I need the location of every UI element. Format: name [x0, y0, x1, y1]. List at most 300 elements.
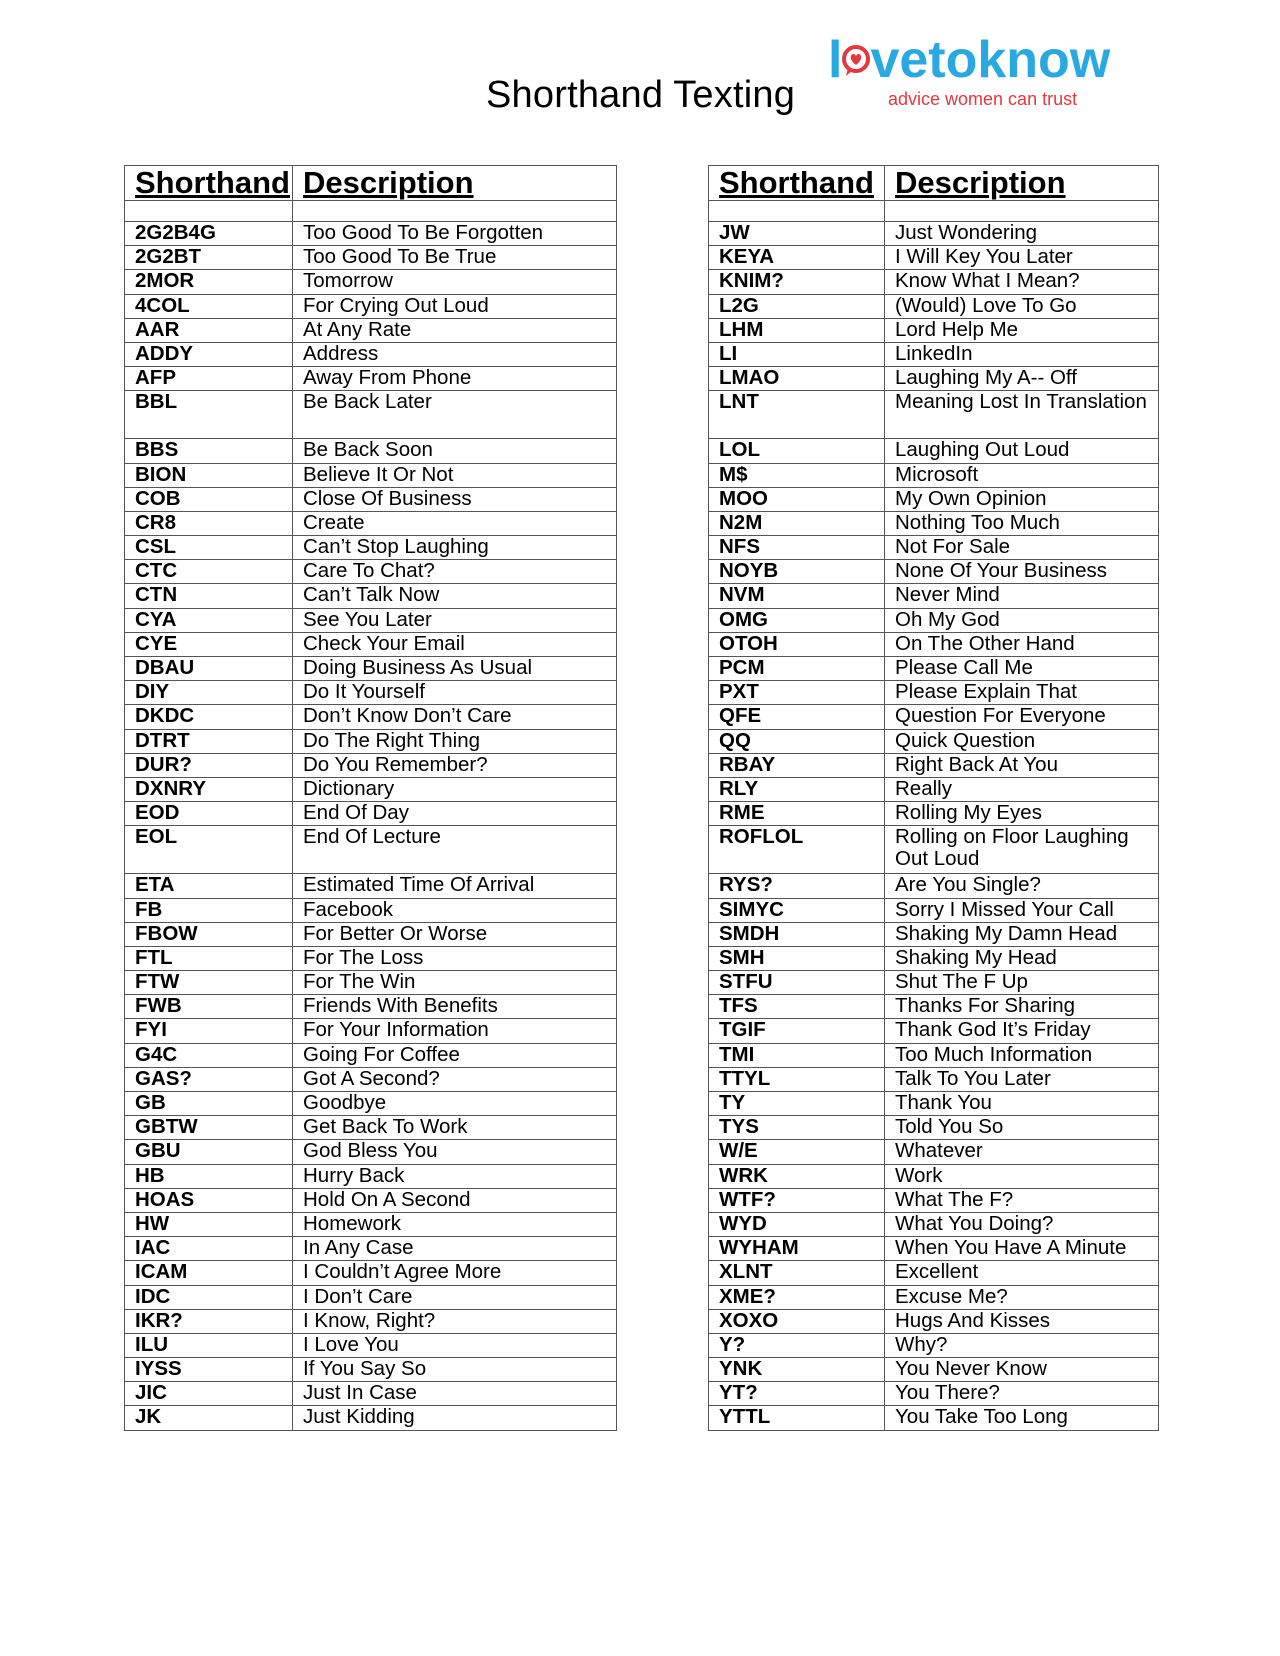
shorthand-cell: PCM	[709, 657, 885, 681]
table-row	[125, 922, 617, 946]
shorthand-cell: KEYA	[709, 246, 885, 270]
table-row	[709, 1382, 1159, 1406]
shorthand-cell: OTOH	[709, 632, 885, 656]
shorthand-cell: ETA	[125, 874, 293, 898]
table-row	[709, 1164, 1159, 1188]
shorthand-cell: W/E	[709, 1140, 885, 1164]
description-cell: Can’t Stop Laughing	[293, 536, 617, 560]
description-cell: Get Back To Work	[293, 1116, 617, 1140]
table-row	[709, 367, 1159, 391]
description-cell: Meaning Lost In Translation	[885, 391, 1159, 439]
description-cell: Just Wondering	[885, 222, 1159, 246]
description-cell: What You Doing?	[885, 1212, 1159, 1236]
description-cell: Facebook	[293, 898, 617, 922]
table-row	[125, 705, 617, 729]
shorthand-cell: CR8	[125, 511, 293, 535]
description-cell: Shaking My Damn Head	[885, 922, 1159, 946]
description-cell: Going For Coffee	[293, 1043, 617, 1067]
table-row	[709, 511, 1159, 535]
shorthand-cell: LI	[709, 342, 885, 366]
shorthand-cell: DTRT	[125, 729, 293, 753]
table-row	[125, 946, 617, 970]
description-cell: End Of Day	[293, 802, 617, 826]
description-cell: Hugs And Kisses	[885, 1309, 1159, 1333]
table-row	[125, 1212, 617, 1236]
shorthand-cell: SMH	[709, 946, 885, 970]
description-cell: Really	[885, 777, 1159, 801]
shorthand-cell: TFS	[709, 995, 885, 1019]
description-cell: Work	[885, 1164, 1159, 1188]
description-cell: Got A Second?	[293, 1067, 617, 1091]
table-row	[125, 1382, 617, 1406]
table-row	[125, 1358, 617, 1382]
table-row	[709, 705, 1159, 729]
shorthand-cell: CTC	[125, 560, 293, 584]
shorthand-cell: GB	[125, 1092, 293, 1116]
description-cell: My Own Opinion	[885, 487, 1159, 511]
table-row	[709, 1237, 1159, 1261]
table-row	[125, 632, 617, 656]
table-body	[709, 201, 1159, 1431]
shorthand-cell: YNK	[709, 1358, 885, 1382]
table-row	[709, 1043, 1159, 1067]
table-row	[125, 1309, 617, 1333]
description-cell: At Any Rate	[293, 318, 617, 342]
table-row	[125, 1188, 617, 1212]
description-cell: Estimated Time Of Arrival	[293, 874, 617, 898]
shorthand-table-left	[124, 165, 617, 1431]
shorthand-cell: TY	[709, 1092, 885, 1116]
description-cell: Just Kidding	[293, 1406, 617, 1430]
shorthand-cell: WYD	[709, 1212, 885, 1236]
table-row	[125, 1261, 617, 1285]
description-cell: In Any Case	[293, 1237, 617, 1261]
shorthand-cell: QFE	[709, 705, 885, 729]
table-row	[125, 802, 617, 826]
table-row	[709, 318, 1159, 342]
shorthand-cell: 4COL	[125, 294, 293, 318]
description-cell: Nothing Too Much	[885, 511, 1159, 535]
shorthand-cell: STFU	[709, 971, 885, 995]
table-row	[125, 391, 617, 439]
shorthand-cell: ILU	[125, 1333, 293, 1357]
description-cell: Just In Case	[293, 1382, 617, 1406]
table-row	[125, 246, 617, 270]
table-row	[709, 1309, 1159, 1333]
table-row	[709, 681, 1159, 705]
table-body	[125, 201, 617, 1431]
shorthand-cell: G4C	[125, 1043, 293, 1067]
description-cell: End Of Lecture	[293, 826, 617, 874]
table-row	[125, 463, 617, 487]
description-cell: Rolling My Eyes	[885, 802, 1159, 826]
description-cell: Quick Question	[885, 729, 1159, 753]
description-cell: Lord Help Me	[885, 318, 1159, 342]
shorthand-cell: IYSS	[125, 1358, 293, 1382]
shorthand-cell: ROFLOL	[709, 826, 885, 874]
description-cell: Care To Chat?	[293, 560, 617, 584]
shorthand-cell: FTW	[125, 971, 293, 995]
table-row	[709, 1261, 1159, 1285]
table-row	[125, 753, 617, 777]
shorthand-cell: WTF?	[709, 1188, 885, 1212]
shorthand-cell: DBAU	[125, 657, 293, 681]
table-row	[125, 681, 617, 705]
description-cell: Why?	[885, 1333, 1159, 1357]
description-cell: For Better Or Worse	[293, 922, 617, 946]
blank-row	[125, 201, 617, 222]
shorthand-cell: DXNRY	[125, 777, 293, 801]
description-cell: When You Have A Minute	[885, 1237, 1159, 1261]
shorthand-cell: N2M	[709, 511, 885, 535]
shorthand-cell: JW	[709, 222, 885, 246]
description-cell: I Couldn’t Agree More	[293, 1261, 617, 1285]
table-row	[125, 511, 617, 535]
logo-tagline: advice women can trust	[888, 89, 1078, 109]
lovetoknow-logo[interactable]	[828, 31, 1158, 112]
table-row	[709, 874, 1159, 898]
table-row	[709, 946, 1159, 970]
shorthand-cell: QQ	[709, 729, 885, 753]
description-cell: Away From Phone	[293, 367, 617, 391]
description-cell: Question For Everyone	[885, 705, 1159, 729]
table-row	[125, 318, 617, 342]
description-cell: Please Explain That	[885, 681, 1159, 705]
table-row	[125, 898, 617, 922]
shorthand-cell: PXT	[709, 681, 885, 705]
description-cell: Oh My God	[885, 608, 1159, 632]
table-row	[709, 1116, 1159, 1140]
table-row	[125, 342, 617, 366]
description-cell: Be Back Soon	[293, 439, 617, 463]
shorthand-cell: EOL	[125, 826, 293, 874]
description-cell: None Of Your Business	[885, 560, 1159, 584]
shorthand-cell: DKDC	[125, 705, 293, 729]
shorthand-cell: LOL	[709, 439, 885, 463]
shorthand-cell: IAC	[125, 1237, 293, 1261]
table-row	[709, 1092, 1159, 1116]
shorthand-cell: XLNT	[709, 1261, 885, 1285]
description-cell: Create	[293, 511, 617, 535]
table-row	[709, 270, 1159, 294]
table-row	[709, 1285, 1159, 1309]
blank-cell	[125, 201, 293, 222]
description-cell: Laughing My A-- Off	[885, 367, 1159, 391]
table-row	[125, 536, 617, 560]
shorthand-table-right	[708, 165, 1159, 1431]
shorthand-cell: FB	[125, 898, 293, 922]
blank-row	[709, 201, 1159, 222]
table-row	[709, 995, 1159, 1019]
description-column-header: Description	[885, 166, 1159, 201]
description-cell: (Would) Love To Go	[885, 294, 1159, 318]
description-cell: What The F?	[885, 1188, 1159, 1212]
blank-cell	[293, 201, 617, 222]
table-row	[125, 874, 617, 898]
description-cell: Check Your Email	[293, 632, 617, 656]
shorthand-column-header: Shorthand	[709, 166, 885, 201]
table-row	[125, 971, 617, 995]
table-header-row	[125, 166, 617, 201]
table-row	[709, 657, 1159, 681]
description-cell: You There?	[885, 1382, 1159, 1406]
shorthand-cell: TGIF	[709, 1019, 885, 1043]
shorthand-cell: CYA	[125, 608, 293, 632]
shorthand-cell: TMI	[709, 1043, 885, 1067]
description-cell: Whatever	[885, 1140, 1159, 1164]
shorthand-cell: BBS	[125, 439, 293, 463]
shorthand-cell: FBOW	[125, 922, 293, 946]
shorthand-cell: CSL	[125, 536, 293, 560]
description-cell: Thanks For Sharing	[885, 995, 1159, 1019]
table-row	[125, 367, 617, 391]
shorthand-cell: NVM	[709, 584, 885, 608]
table-row	[125, 1406, 617, 1430]
description-cell: Thank You	[885, 1092, 1159, 1116]
table-row	[709, 487, 1159, 511]
table-row	[125, 294, 617, 318]
shorthand-cell: FWB	[125, 995, 293, 1019]
description-cell: LinkedIn	[885, 342, 1159, 366]
table-row	[709, 1067, 1159, 1091]
description-cell: Dictionary	[293, 777, 617, 801]
table-row	[125, 584, 617, 608]
table-row	[709, 826, 1159, 874]
description-cell: Goodbye	[293, 1092, 617, 1116]
shorthand-cell: 2MOR	[125, 270, 293, 294]
table-row	[709, 1358, 1159, 1382]
shorthand-cell: RLY	[709, 777, 885, 801]
table-row	[709, 1333, 1159, 1357]
description-cell: Excuse Me?	[885, 1285, 1159, 1309]
table-row	[709, 777, 1159, 801]
table-row	[125, 777, 617, 801]
description-cell: Told You So	[885, 1116, 1159, 1140]
shorthand-cell: EOD	[125, 802, 293, 826]
shorthand-cell: CTN	[125, 584, 293, 608]
shorthand-cell: ICAM	[125, 1261, 293, 1285]
table-row	[709, 584, 1159, 608]
description-column-header: Description	[293, 166, 617, 201]
shorthand-cell: HW	[125, 1212, 293, 1236]
description-cell: Excellent	[885, 1261, 1159, 1285]
shorthand-cell: YT?	[709, 1382, 885, 1406]
shorthand-cell: M$	[709, 463, 885, 487]
description-cell: Rolling on Floor Laughing Out Loud	[885, 826, 1159, 874]
description-cell: Can’t Talk Now	[293, 584, 617, 608]
shorthand-cell: ADDY	[125, 342, 293, 366]
description-cell: Be Back Later	[293, 391, 617, 439]
description-cell: I Will Key You Later	[885, 246, 1159, 270]
table-row	[709, 632, 1159, 656]
description-cell: Sorry I Missed Your Call	[885, 898, 1159, 922]
table-row	[125, 608, 617, 632]
description-cell: Do The Right Thing	[293, 729, 617, 753]
table-row	[709, 463, 1159, 487]
description-cell: I Don’t Care	[293, 1285, 617, 1309]
table-row	[125, 439, 617, 463]
shorthand-cell: IDC	[125, 1285, 293, 1309]
shorthand-cell: NFS	[709, 536, 885, 560]
blank-cell	[885, 201, 1159, 222]
shorthand-cell: GBTW	[125, 1116, 293, 1140]
description-cell: Too Good To Be True	[293, 246, 617, 270]
description-cell: If You Say So	[293, 1358, 617, 1382]
shorthand-cell: JIC	[125, 1382, 293, 1406]
shorthand-cell: GAS?	[125, 1067, 293, 1091]
table-row	[709, 246, 1159, 270]
description-cell: For The Win	[293, 971, 617, 995]
shorthand-cell: SIMYC	[709, 898, 885, 922]
shorthand-column-header: Shorthand	[125, 166, 293, 201]
description-cell: Do You Remember?	[293, 753, 617, 777]
table-row	[125, 222, 617, 246]
shorthand-cell: NOYB	[709, 560, 885, 584]
table-row	[709, 1019, 1159, 1043]
table-row	[125, 1285, 617, 1309]
table-row	[125, 270, 617, 294]
shorthand-cell: OMG	[709, 608, 885, 632]
table-row	[709, 608, 1159, 632]
table-row	[709, 753, 1159, 777]
shorthand-cell: BION	[125, 463, 293, 487]
description-cell: Homework	[293, 1212, 617, 1236]
description-cell: Doing Business As Usual	[293, 657, 617, 681]
table-header-row	[709, 166, 1159, 201]
table-row	[125, 1067, 617, 1091]
description-cell: For The Loss	[293, 946, 617, 970]
shorthand-cell: XOXO	[709, 1309, 885, 1333]
description-cell: Talk To You Later	[885, 1067, 1159, 1091]
table-row	[125, 729, 617, 753]
table-row	[709, 1140, 1159, 1164]
shorthand-cell: DUR?	[125, 753, 293, 777]
description-cell: Close Of Business	[293, 487, 617, 511]
shorthand-cell: IKR?	[125, 1309, 293, 1333]
shorthand-cell: DIY	[125, 681, 293, 705]
table-row	[125, 1092, 617, 1116]
heart-bubble-icon	[842, 37, 870, 77]
description-cell: Thank God It’s Friday	[885, 1019, 1159, 1043]
description-cell: Address	[293, 342, 617, 366]
shorthand-cell: COB	[125, 487, 293, 511]
description-cell: Hurry Back	[293, 1164, 617, 1188]
description-cell: I Love You	[293, 1333, 617, 1357]
shorthand-cell: BBL	[125, 391, 293, 439]
table-row	[125, 560, 617, 584]
page-title: Shorthand Texting	[486, 74, 796, 116]
shorthand-cell: XME?	[709, 1285, 885, 1309]
table-row	[125, 1333, 617, 1357]
table-row	[709, 922, 1159, 946]
table-row	[125, 1164, 617, 1188]
shorthand-cell: TYS	[709, 1116, 885, 1140]
logo-prefix: l	[828, 31, 843, 89]
shorthand-cell: FYI	[125, 1019, 293, 1043]
table-row	[125, 1237, 617, 1261]
shorthand-cell: KNIM?	[709, 270, 885, 294]
table-row	[709, 222, 1159, 246]
shorthand-cell: RBAY	[709, 753, 885, 777]
table-row	[709, 560, 1159, 584]
table-row	[709, 898, 1159, 922]
description-cell: Friends With Benefits	[293, 995, 617, 1019]
description-cell: Tomorrow	[293, 270, 617, 294]
description-cell: You Take Too Long	[885, 1406, 1159, 1430]
table-row	[709, 391, 1159, 439]
description-cell: Not For Sale	[885, 536, 1159, 560]
description-cell: I Know, Right?	[293, 1309, 617, 1333]
shorthand-cell: WRK	[709, 1164, 885, 1188]
shorthand-cell: SMDH	[709, 922, 885, 946]
table-row	[709, 1406, 1159, 1430]
description-cell: Microsoft	[885, 463, 1159, 487]
shorthand-cell: 2G2BT	[125, 246, 293, 270]
shorthand-cell: AFP	[125, 367, 293, 391]
description-cell: Too Good To Be Forgotten	[293, 222, 617, 246]
description-cell: Please Call Me	[885, 657, 1159, 681]
shorthand-cell: 2G2B4G	[125, 222, 293, 246]
description-cell: You Never Know	[885, 1358, 1159, 1382]
shorthand-cell: RYS?	[709, 874, 885, 898]
description-cell: Do It Yourself	[293, 681, 617, 705]
description-cell: Hold On A Second	[293, 1188, 617, 1212]
logo-wordmark	[828, 31, 1111, 89]
shorthand-cell: AAR	[125, 318, 293, 342]
shorthand-cell: YTTL	[709, 1406, 885, 1430]
shorthand-cell: GBU	[125, 1140, 293, 1164]
table-row	[709, 729, 1159, 753]
logo-suffix: vetoknow	[870, 31, 1111, 89]
shorthand-cell: TTYL	[709, 1067, 885, 1091]
table-row	[709, 342, 1159, 366]
description-cell: Never Mind	[885, 584, 1159, 608]
table-row	[709, 294, 1159, 318]
table-row	[125, 1140, 617, 1164]
shorthand-cell: JK	[125, 1406, 293, 1430]
shorthand-cell: WYHAM	[709, 1237, 885, 1261]
description-cell: Don’t Know Don’t Care	[293, 705, 617, 729]
shorthand-cell: FTL	[125, 946, 293, 970]
table-row	[125, 1019, 617, 1043]
description-cell: Shaking My Head	[885, 946, 1159, 970]
shorthand-cell: Y?	[709, 1333, 885, 1357]
table-row	[709, 1212, 1159, 1236]
description-cell: For Your Information	[293, 1019, 617, 1043]
shorthand-cell: LNT	[709, 391, 885, 439]
shorthand-cell: CYE	[125, 632, 293, 656]
table-row	[125, 657, 617, 681]
table-row	[709, 971, 1159, 995]
description-cell: Believe It Or Not	[293, 463, 617, 487]
table-row	[125, 995, 617, 1019]
shorthand-cell: HOAS	[125, 1188, 293, 1212]
description-cell: See You Later	[293, 608, 617, 632]
shorthand-cell: LMAO	[709, 367, 885, 391]
description-cell: Laughing Out Loud	[885, 439, 1159, 463]
table-row	[125, 826, 617, 874]
table-row	[125, 487, 617, 511]
table-row	[125, 1116, 617, 1140]
table-row	[709, 536, 1159, 560]
shorthand-cell: MOO	[709, 487, 885, 511]
table-row	[709, 1188, 1159, 1212]
description-cell: God Bless You	[293, 1140, 617, 1164]
description-cell: Right Back At You	[885, 753, 1159, 777]
description-cell: Are You Single?	[885, 874, 1159, 898]
table-row	[709, 802, 1159, 826]
table-row	[709, 439, 1159, 463]
